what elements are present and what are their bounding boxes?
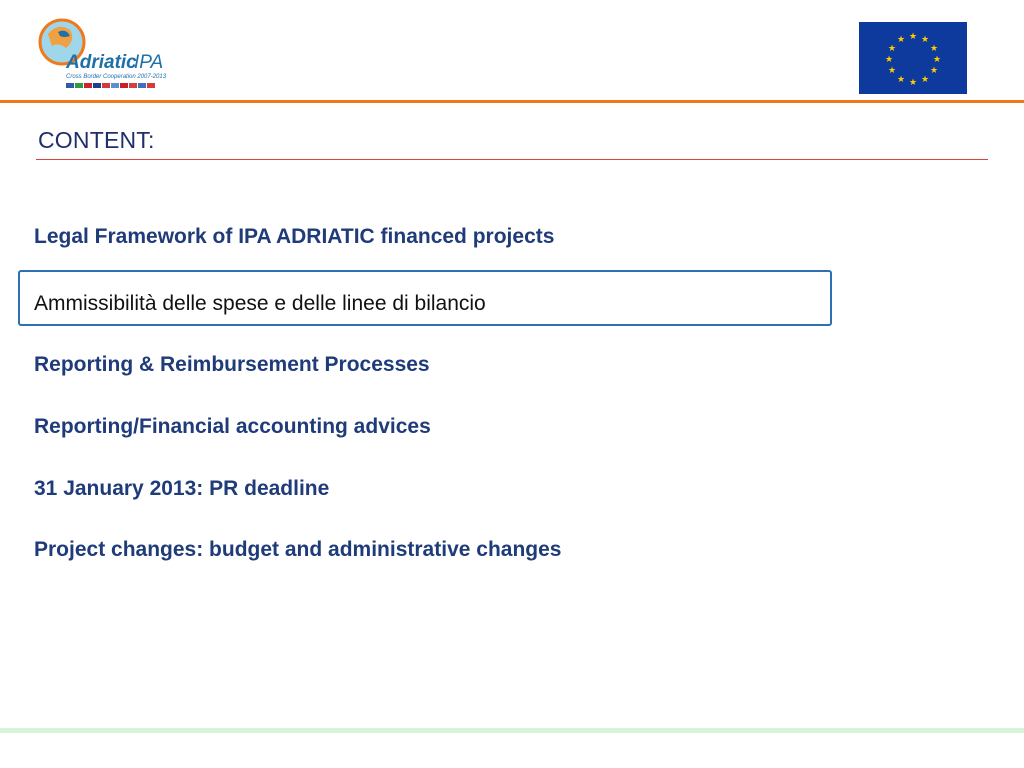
svg-text:★: ★	[920, 75, 930, 85]
svg-text:★: ★	[929, 66, 939, 76]
svg-text:★: ★	[908, 32, 918, 42]
svg-text:★: ★	[887, 44, 897, 54]
svg-text:★: ★	[932, 55, 942, 65]
svg-text:★: ★	[887, 66, 897, 76]
list-item: Legal Framework of IPA ADRIATIC financed projects	[34, 225, 555, 248]
svg-text:★: ★	[929, 44, 939, 54]
svg-text:★: ★	[884, 55, 894, 65]
svg-text:★: ★	[896, 75, 906, 85]
svg-text:★: ★	[920, 35, 930, 45]
svg-text:IPA: IPA	[134, 52, 164, 73]
svg-text:★: ★	[896, 35, 906, 45]
section-title: CONTENT:	[38, 127, 155, 153]
svg-text:Cross Border Cooperation 2007-: Cross Border Cooperation 2007-2013	[66, 74, 167, 80]
list-item: Reporting/Financial accounting advices	[34, 415, 431, 438]
list-item: 31 January 2013: PR deadline	[34, 477, 330, 500]
list-item: Project changes: budget and administrative changes	[34, 538, 562, 561]
content-list	[34, 0, 934, 768]
svg-text:★: ★	[908, 78, 918, 88]
list-item: Reporting & Reimbursement Processes	[34, 353, 430, 376]
footer-divider	[0, 728, 1024, 733]
list-item-highlighted: Ammissibilità delle spese e delle linee di bilancio	[34, 292, 486, 315]
svg-text:Adriatic: Adriatic	[66, 52, 137, 73]
